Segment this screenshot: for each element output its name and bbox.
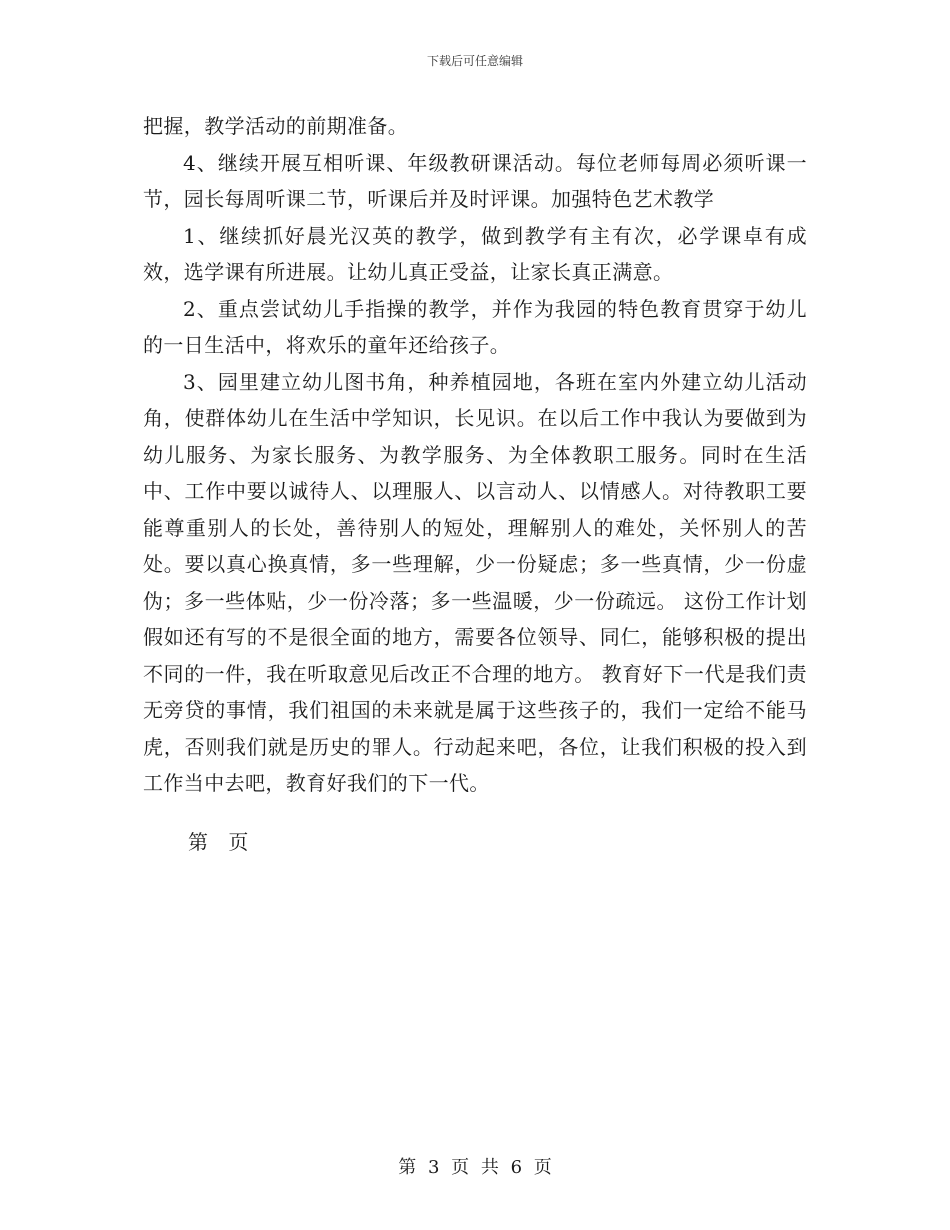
paragraph-continuation: 把握，教学活动的前期准备。 — [143, 114, 409, 138]
paragraph-item-4: 4、继续开展互相听课、年级教研课活动。每位老师每周必须听课一节，园长每周听课二节，听课后并及时评课。加强特色艺术教学 — [143, 150, 807, 211]
paragraph-item-1: 1、继续抓好晨光汉英的教学，做到教学有主有次，必学课卓有成效，选学课有所进展。让幼儿真正受益，让家长真正满意。 — [143, 223, 807, 284]
page-mark: 第 页 — [188, 830, 249, 854]
page-footer: 第 3 页 共 6 页 — [398, 1157, 552, 1178]
document-body — [143, 108, 807, 802]
paragraph-item-3: 3、园里建立幼儿图书角，种养植园地，各班在室内外建立幼儿活动角，使群体幼儿在生活中学知识，长见识。在以后工作中我认为要做到为幼儿服务、为家长服务、为教学服务、为全体教职工服务。同时在生活中、工作中要以诚待人、以理服人、以言动人、以情感人。对待教职工要能尊重别人的长处，善待别人的短处，理解别人的难处，关怀别人的苦处。要以真心换真情，多一些理解，少一份疑虑；多一些真情，少一份虚伪；多一些体贴，少一份冷落；多一些温暖，少一份疏远。 这份工作计划假如还有写的不是很全面的地方，需要各位领导、同仁，能够积极的提出不同的一件，我在听取意见后改正不合理的地方。 教育好下一代是我们责无旁贷的事情，我们祖国的未来就是属于这些孩子的，我们一定给不能马虎，否则我们就是历史的罪人。行动起来吧，各位，让我们积极的投入到工作当中去吧，教育好我们的下一代。 — [143, 369, 807, 795]
paragraph-item-2: 2、重点尝试幼儿手指操的教学，并作为我园的特色教育贯穿于幼儿的一日生活中，将欢乐的童年还给孩子。 — [143, 296, 807, 357]
page-header: 下载后可任意编辑 — [426, 54, 523, 68]
